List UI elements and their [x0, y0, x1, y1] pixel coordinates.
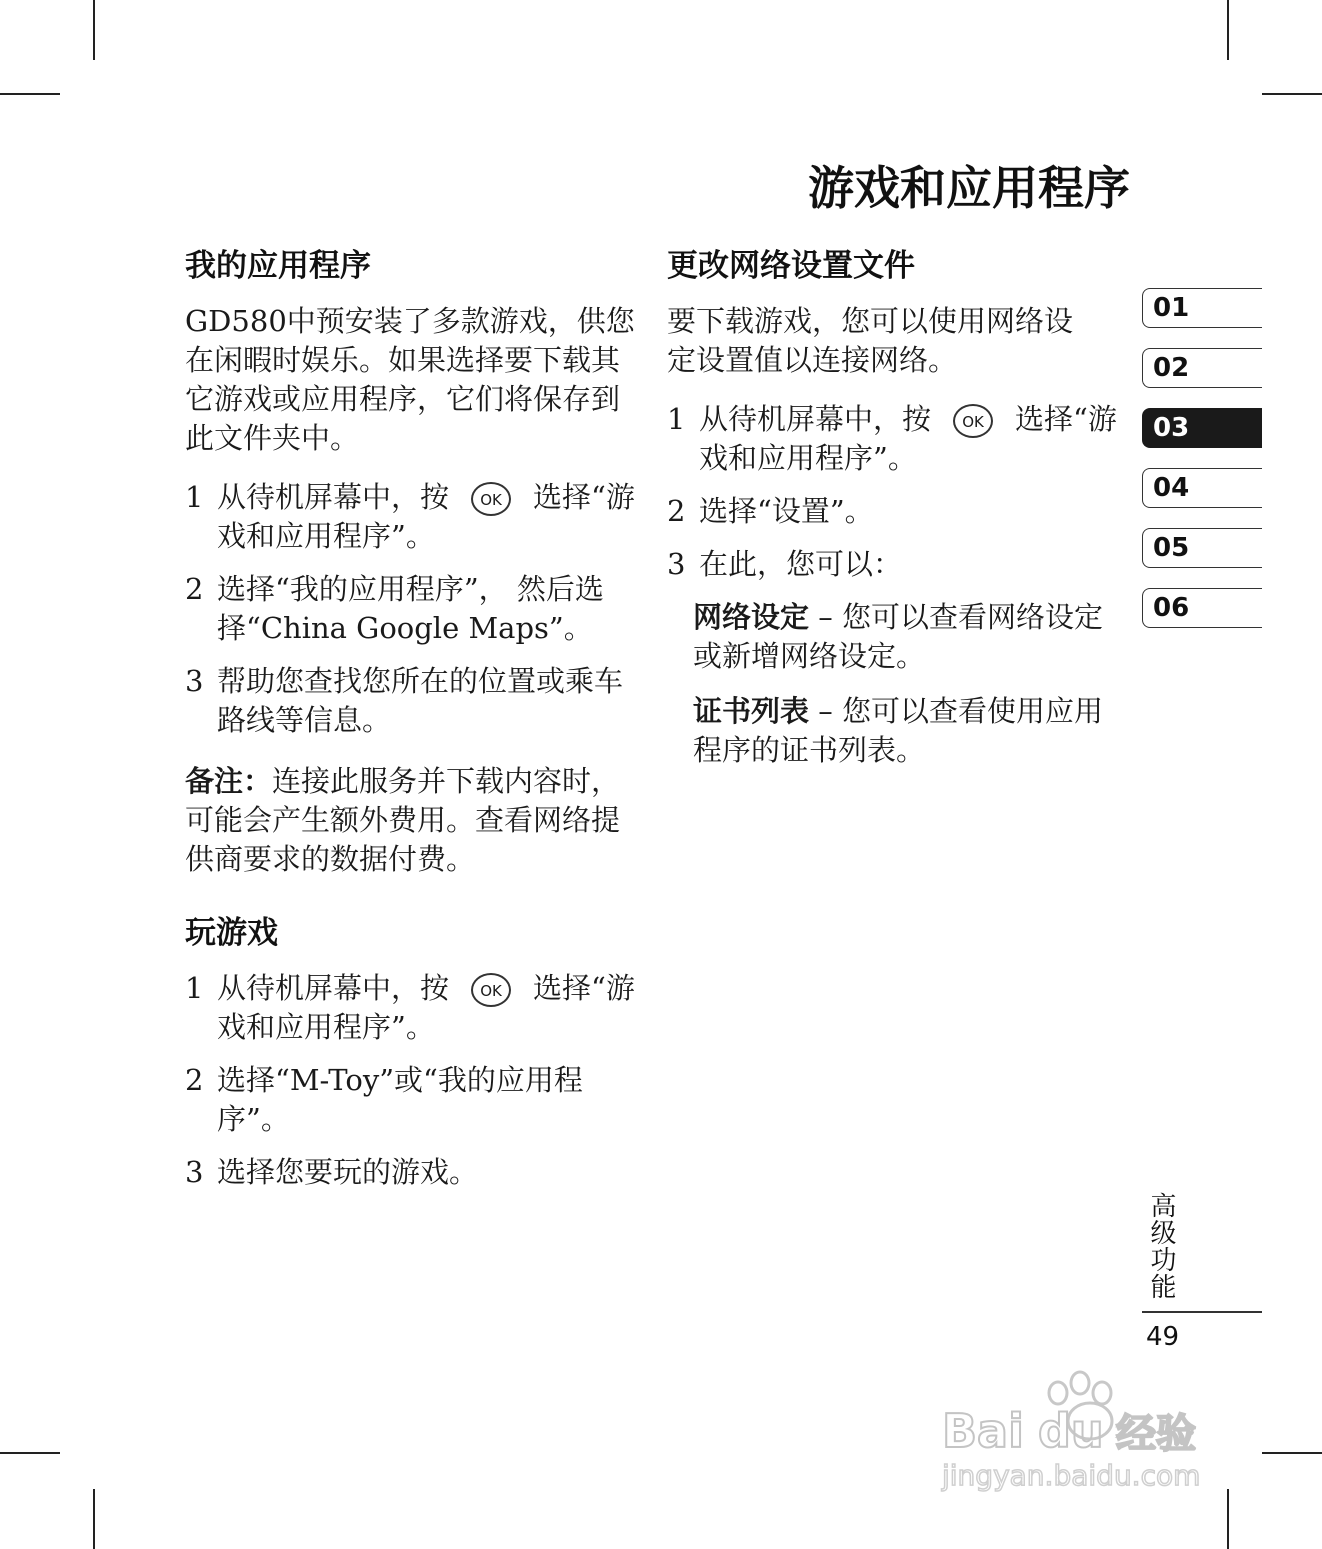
note-paragraph [185, 762, 635, 879]
crop-mark [1227, 1489, 1229, 1549]
section-heading-my-apps: 我的应用程序 [185, 248, 371, 284]
step-number: 2 [185, 572, 204, 606]
step-text: 选择“游戏和应用程序”。 [699, 402, 1117, 475]
ok-key-icon: OK [471, 482, 511, 516]
crop-mark [1262, 93, 1322, 95]
step-number: 1 [185, 971, 204, 1005]
list-item [667, 492, 1117, 531]
chapter-tab-04: 04 [1142, 468, 1262, 508]
left-column [185, 244, 635, 1206]
step-text: 选择“设置”。 [699, 494, 874, 528]
step-text: 选择“M-Toy”或“我的应用程序”。 [217, 1063, 583, 1136]
list-item [185, 969, 635, 1047]
list-item [667, 400, 1117, 478]
list-item [185, 570, 635, 648]
page-title: 游戏和应用程序 [808, 161, 1130, 215]
chapter-side-label: 高级功能 [1146, 1192, 1176, 1300]
step-text: 从待机屏幕中，按 [217, 971, 450, 1005]
right-column [667, 244, 1117, 786]
list-item [667, 545, 1117, 584]
step-number: 3 [667, 547, 686, 581]
step-number: 1 [667, 402, 686, 436]
section-heading-network: 更改网络设置文件 [667, 248, 915, 284]
note-label: 备注： [185, 764, 273, 798]
chapter-tab-02: 02 [1142, 348, 1262, 388]
list-item [185, 1153, 635, 1192]
divider [1142, 1311, 1262, 1313]
step-text: 从待机屏幕中，按 [699, 402, 932, 436]
list-item [185, 478, 635, 556]
svg-text:du: du [1038, 1404, 1104, 1458]
crop-mark [93, 0, 95, 60]
step-number: 3 [185, 664, 204, 698]
step-number: 1 [185, 480, 204, 514]
crop-mark [0, 93, 60, 95]
step-number: 2 [667, 494, 686, 528]
term-desc: – 您可以查看使用应用程序的证书列表。 [693, 694, 1103, 767]
chapter-tab-06: 06 [1142, 588, 1262, 628]
list-item [185, 1061, 635, 1139]
note-text: 连接此服务并下载内容时，可能会产生额外费用。查看网络提供商要求的数据付费。 [185, 764, 621, 876]
list-item [185, 662, 635, 740]
step-number: 3 [185, 1155, 204, 1189]
chapter-tab-05: 05 [1142, 528, 1262, 568]
page-number: 49 [1146, 1322, 1180, 1352]
step-number: 2 [185, 1063, 204, 1097]
term-item [693, 692, 1117, 770]
baidu-watermark-logo [940, 1355, 1240, 1495]
step-text: 帮助您查找您所在的位置或乘车路线等信息。 [217, 664, 624, 737]
step-text: 选择您要玩的游戏。 [217, 1155, 479, 1189]
step-text: 从待机屏幕中，按 [217, 480, 450, 514]
ok-key-icon: OK [471, 973, 511, 1007]
term-name: 证书列表 [693, 694, 810, 728]
chapter-tab-01: 01 [1142, 288, 1262, 328]
chapter-tab-03: 03 [1142, 408, 1262, 448]
crop-mark [0, 1452, 60, 1454]
svg-text:Bai: Bai [942, 1404, 1024, 1458]
section-heading-play: 玩游戏 [185, 915, 278, 951]
step-text: 选择“游戏和应用程序”。 [217, 971, 635, 1044]
intro-paragraph: GD580中预安装了多款游戏，供您在闲暇时娱乐。如果选择要下载其它游戏或应用程序，它们将保存到此文件夹中。 [185, 304, 635, 455]
svg-text:经验: 经验 [1116, 1411, 1196, 1457]
crop-mark [93, 1489, 95, 1549]
step-text: 选择“我的应用程序”， 然后选择“China Google Maps”。 [217, 572, 604, 645]
ok-key-icon: OK [953, 404, 993, 438]
crop-mark [1227, 0, 1229, 60]
chapter-tabs [1142, 288, 1262, 648]
crop-mark [1262, 1452, 1322, 1454]
intro-paragraph: 要下载游戏，您可以使用网络设定设置值以连接网络。 [667, 304, 1074, 377]
step-text: 在此，您可以： [699, 547, 903, 581]
svg-text:jingyan.baidu.com: jingyan.baidu.com [942, 1459, 1201, 1492]
term-item [693, 598, 1117, 676]
term-name: 网络设定 [693, 600, 810, 634]
term-desc: – 您可以查看网络设定或新增网络设定。 [693, 600, 1103, 673]
step-text: 选择“游戏和应用程序”。 [217, 480, 635, 553]
